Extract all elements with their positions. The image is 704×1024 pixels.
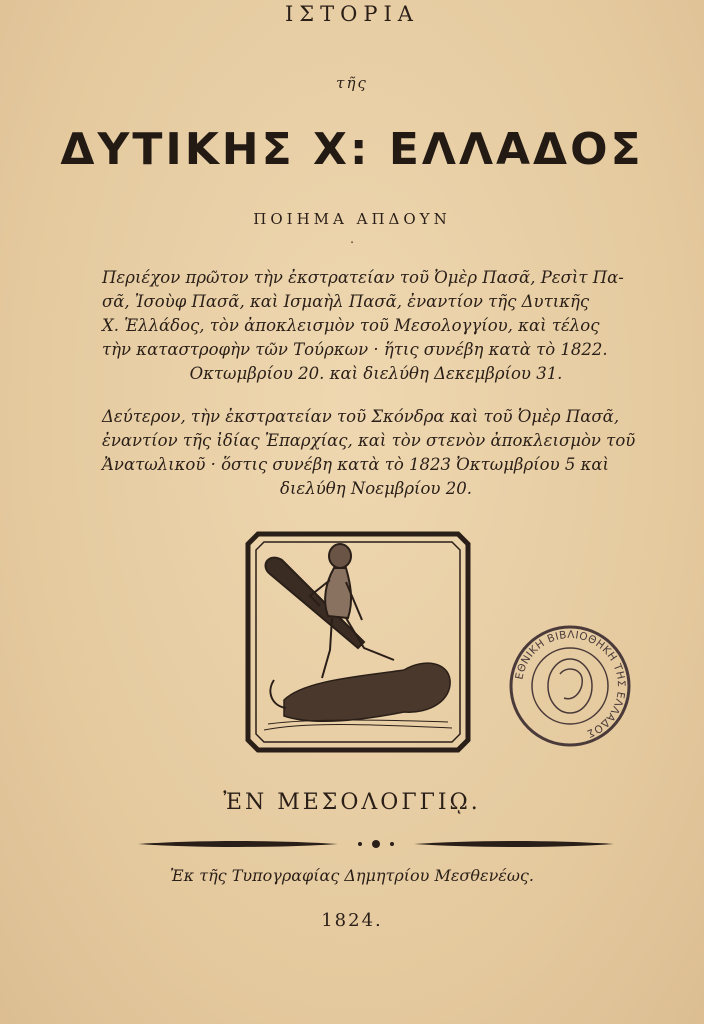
p1-line-3: Χ. Ἑλλάδος, τὸν ἀποκλεισμὸν τοῦ Μεσολογγίου, καὶ τέλος (102, 316, 600, 335)
p1-line-5: Οκτωμβρίου 20. καὶ διελύθη Δεκεμβρίου 31. (189, 364, 563, 383)
svg-text:ΕΘΝΙΚΗ ΒΙΒΛΙΟΘΗΚΗ ΤΗΣ ΕΛΛΑΔΟΣ (513, 629, 627, 740)
imprint-place: ἘΝ ΜΕΣΟΛΟΓΓΙῼ. (223, 790, 481, 815)
p2-line-4: διελύθη Νοεμβρίου 20. (280, 479, 472, 498)
p1-line-1: Περιέχον πρῶτον τὴν ἐκστρατείαν τοῦ Ὀμὲρ Πασᾶ, Ρεσὶτ Πα- (102, 268, 624, 287)
publication-year: 1824. (321, 910, 383, 931)
description-paragraph-1 (102, 266, 650, 386)
stamp-text: ΕΘΝΙΚΗ ΒΙΒΛΙΟΘΗΚΗ ΤΗΣ ΕΛΛΑΔΟΣ (513, 628, 628, 740)
p2-line-1: Δεύτερον, τὴν ἐκστρατείαν τοῦ Σκόνδρα καὶ τοῦ Ὀμὲρ Πασᾶ, (102, 407, 620, 426)
subtitle-dot: . (350, 232, 354, 246)
p1-line-4: τὴν καταστροφὴν τῶν Τούρκων · ἥτις συνέβη κατὰ τὸ 1822. (102, 340, 608, 359)
p2-line-2: ἐναντίον τῆς ἰδίας Ἐπαρχίας, καὶ τὸν στενὸν ἀποκλεισμὸν τοῦ (102, 431, 636, 450)
p2-line-3: Ἀνατωλικοῦ · ὅστις συνέβη κατὰ τὸ 1823 Ὀκτωμβρίου 5 καὶ (102, 455, 610, 474)
printer-line: Ἐκ τῆς Τυπογραφίας Δημητρίου Μεσθενέως. (170, 866, 534, 885)
description-paragraph-2 (102, 405, 650, 501)
p1-line-2: σᾶ, Ἰσοὺφ Πασᾶ, καὶ Ισμαὴλ Πασᾶ, ἐναντίον τῆς Δυτικῆς (102, 292, 590, 311)
subtitle: ΠΟΙΗΜΑ ΑΠΔΟΥΝ (253, 210, 451, 228)
library-stamp (508, 624, 632, 748)
ornamental-rule (138, 834, 614, 854)
title-article: τῆς (336, 74, 368, 92)
title-top: ΙΣΤΟΡΙΑ (285, 2, 419, 26)
woodcut-illustration (244, 530, 472, 754)
main-title: ΔΥΤΙΚΗΣ Χ: ΕΛΛΑΔΟΣ (60, 124, 644, 175)
